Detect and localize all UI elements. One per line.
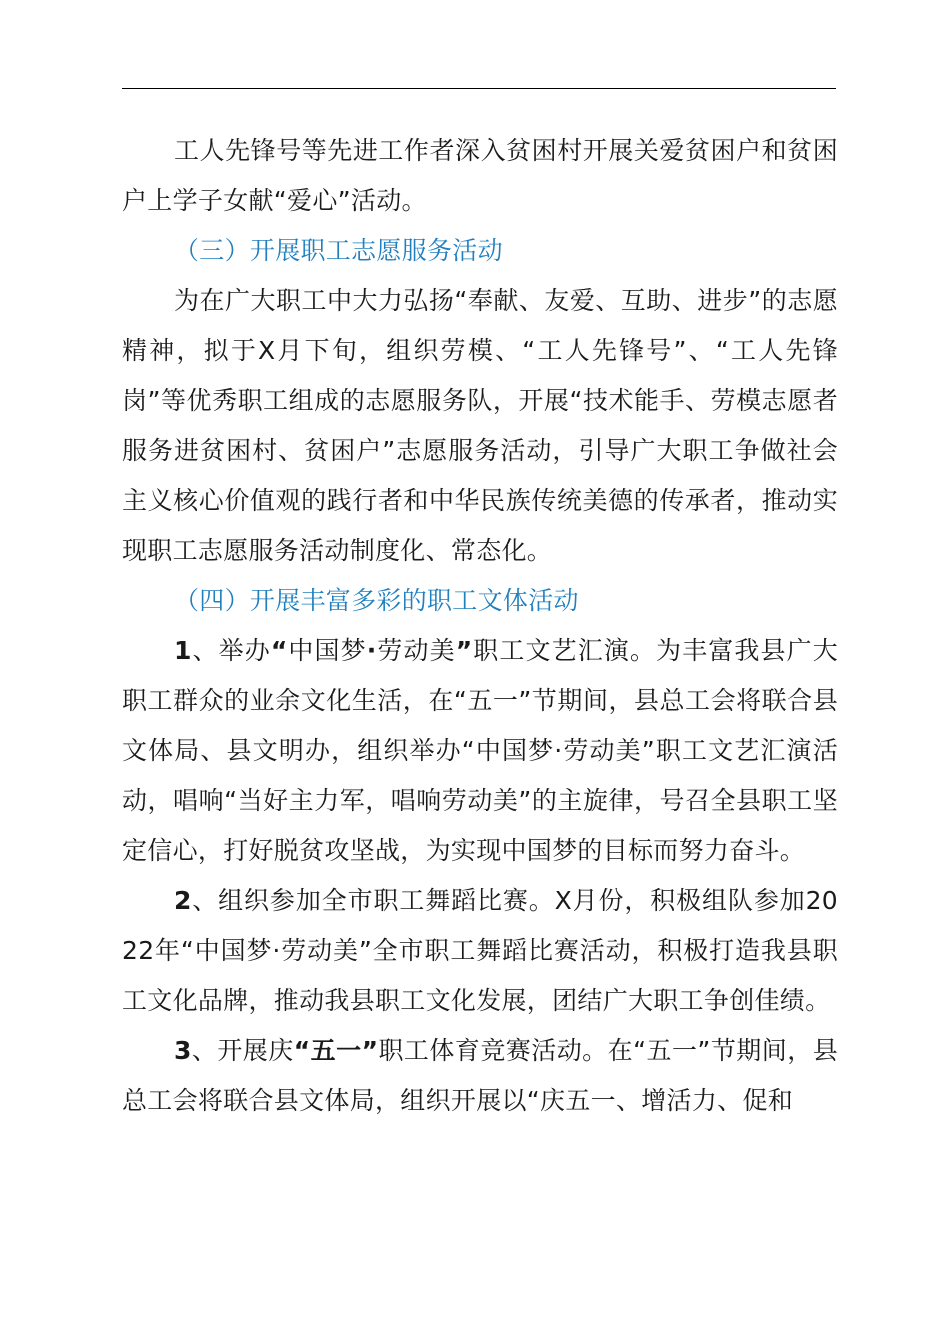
- item-1-title: 中国梦: [287, 636, 367, 665]
- item-1-title2: 劳动美: [376, 636, 456, 665]
- item-3-quote-close: ”: [361, 1036, 379, 1065]
- item-3-number: 3: [174, 1036, 192, 1065]
- item-1-pre: 、举办: [191, 636, 271, 665]
- item-2-text: 、组织参加全市职工舞蹈比赛。X月份，积极组队参加2022年“中国梦·劳动美”全市职工舞蹈比赛活动，积极打造我县职工文化品牌，推动我县职工文化发展，团结广大职工争创佳绩。: [122, 886, 838, 1015]
- header-rule: [122, 88, 836, 89]
- item-3-quote-open: “: [293, 1036, 311, 1065]
- paragraph-volunteer: 为在广大职工中大力弘扬“奉献、友爱、互助、进步”的志愿精神，拟于X月下旬，组织劳模、“工人先锋号”、“工人先锋岗”等优秀职工组成的志愿服务队，开展“技术能手、劳模志愿者服务进贫困村、贫困户”志愿服务活动，引导广大职工争做社会主义核心价值观的践行者和中华民族传统美德的传承者，推动实现职工志愿服务活动制度化、常态化。: [122, 286, 838, 565]
- item-1-number: 1: [174, 636, 192, 665]
- item-1-quote-close: ”: [455, 636, 473, 665]
- item-1-paragraph: [122, 626, 838, 876]
- item-1-rest: 职工文艺汇演。为丰富我县广大职工群众的业余文化生活，在“五一”节期间，县总工会将联合县文体局、县文明办，组织举办“中国梦·劳动美”职工文艺汇演活动，唱响“当好主力军，唱响劳动美”的主旋律，号召全县职工坚定信心，打好脱贫攻坚战，为实现中国梦的目标而努力奋斗。: [122, 636, 839, 865]
- paragraph-continuation: 工人先锋号等先进工作者深入贫困村开展关爱贫困户和贫困户上学子女献“爱心”活动。: [122, 136, 838, 215]
- item-1-dot: ·: [366, 636, 377, 665]
- item-3-paragraph: [122, 1026, 838, 1126]
- item-3-title: 五一: [310, 1036, 362, 1065]
- item-2-number: 2: [174, 886, 192, 915]
- document-body: [122, 126, 838, 1126]
- item-2-paragraph: [122, 876, 838, 1026]
- section-heading-4: （四）开展丰富多彩的职工文体活动: [174, 586, 579, 615]
- item-3-rest: 职工体育竞赛活动。在“五一”节期间，县总工会将联合县文体局，组织开展以“庆五一、增活力、促和: [122, 1036, 839, 1115]
- item-1-quote-open: “: [270, 636, 288, 665]
- section-heading-3: （三）开展职工志愿服务活动: [174, 236, 503, 265]
- item-3-pre: 、开展庆: [191, 1036, 294, 1065]
